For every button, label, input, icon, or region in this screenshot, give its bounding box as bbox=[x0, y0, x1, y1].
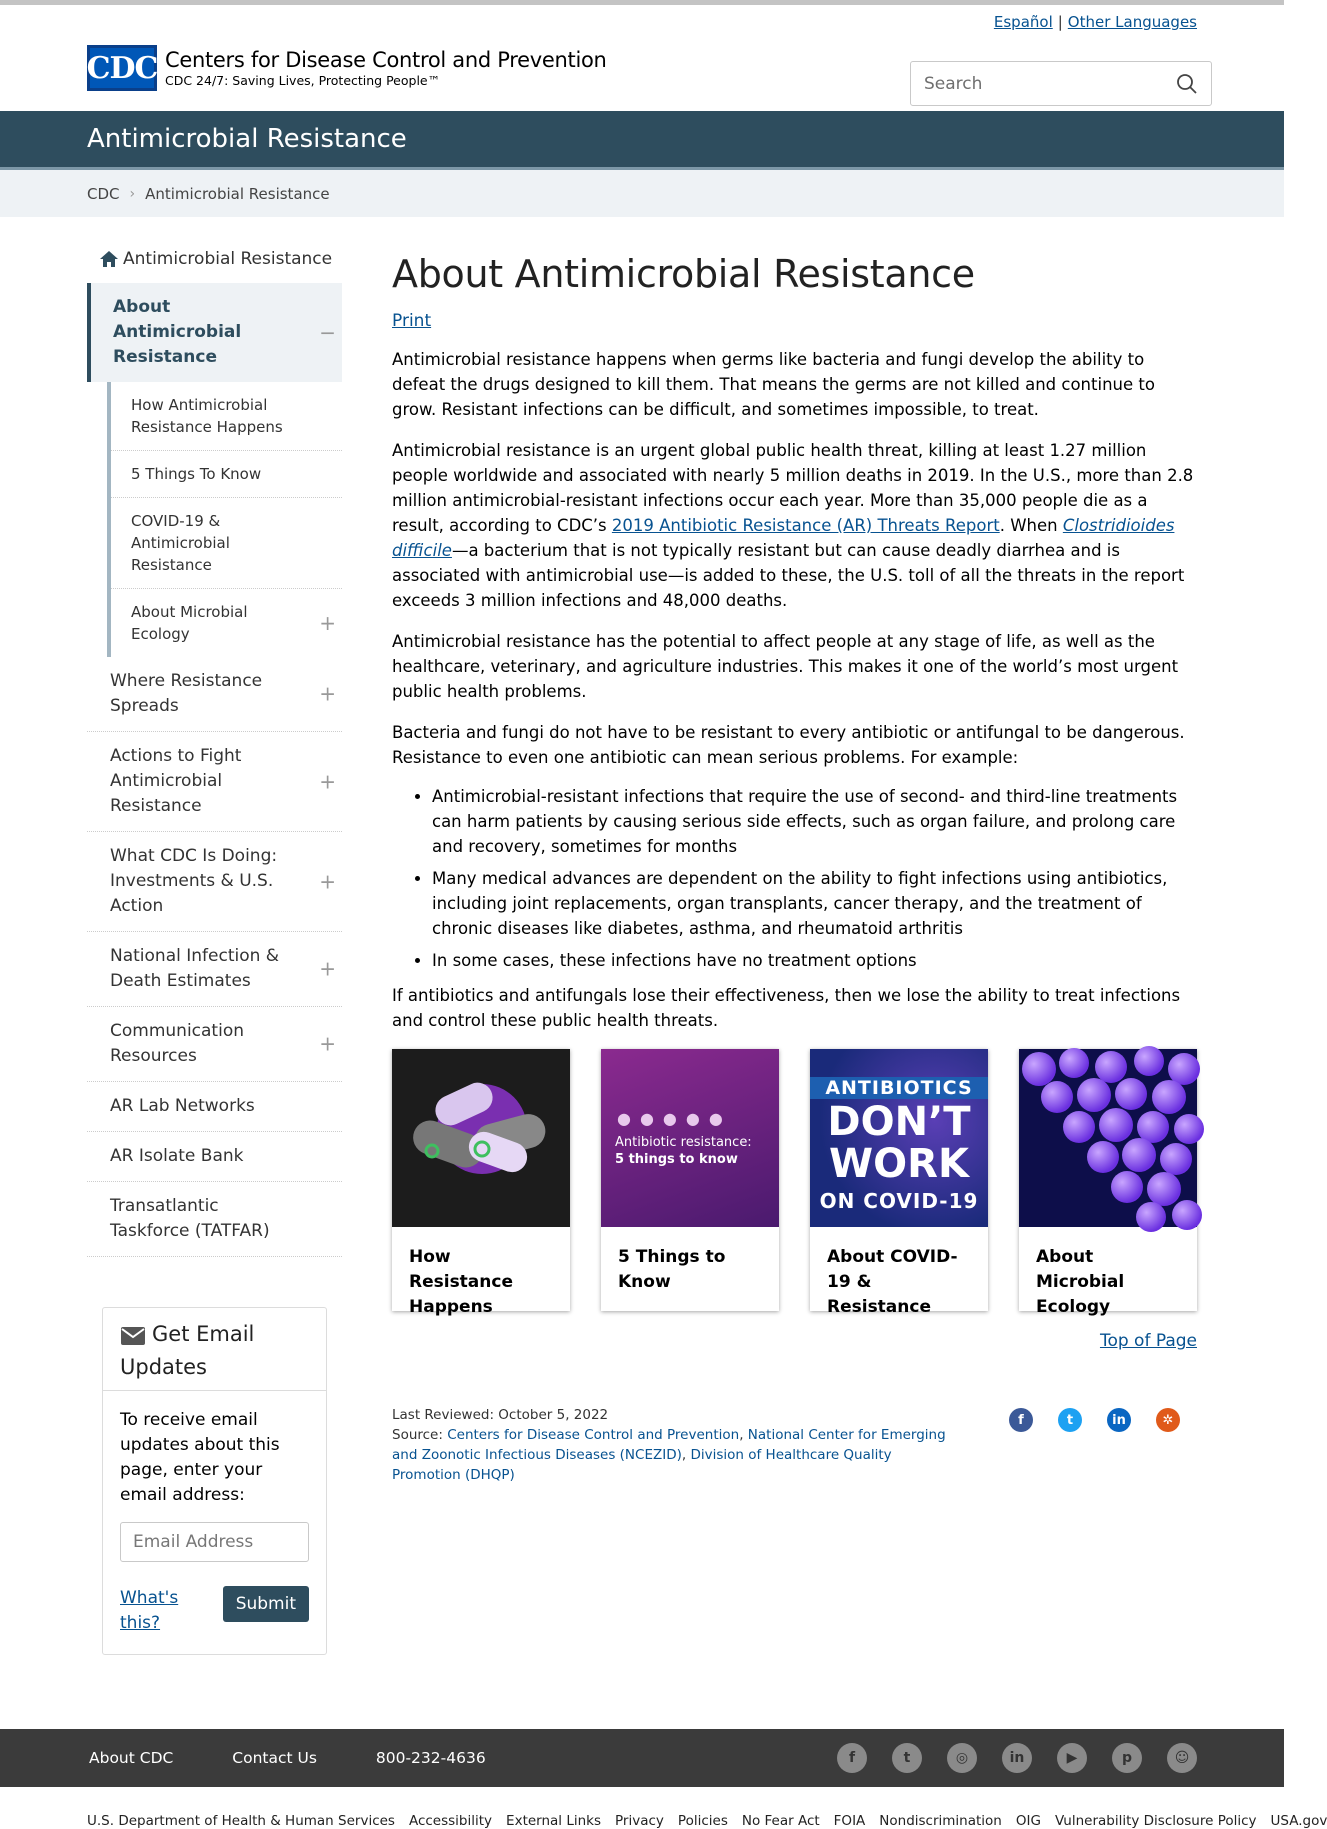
expand-icon[interactable]: + bbox=[319, 611, 336, 635]
sidebar-home[interactable] bbox=[87, 245, 342, 283]
sidebar-subitem-5-things[interactable] bbox=[111, 451, 342, 498]
subitem-label: COVID-19 & Antimicrobial Resistance bbox=[131, 512, 230, 574]
paragraph-2 bbox=[392, 438, 1197, 613]
sidebar-item-label: AR Lab Networks bbox=[110, 1096, 255, 1116]
card-caption: How Resistance Happens bbox=[409, 1247, 513, 1317]
card-image-antibiotics: ANTIBIOTICS bbox=[810, 1077, 988, 1099]
card-image-dont: DON’T bbox=[827, 1099, 971, 1145]
card-image-microbes bbox=[1019, 1049, 1197, 1227]
p2-text-b: . When bbox=[999, 516, 1063, 535]
sidebar-item-communication[interactable] bbox=[87, 1007, 342, 1082]
top-of-page-link[interactable]: Top of Page bbox=[1099, 1331, 1197, 1351]
email-description: To receive email updates about this page, enter your email address: bbox=[120, 1410, 280, 1505]
expand-icon[interactable]: + bbox=[319, 1031, 336, 1056]
search-icon[interactable] bbox=[1175, 72, 1199, 96]
submit-button[interactable]: Submit bbox=[223, 1586, 309, 1622]
bacteria-illustration-icon bbox=[392, 1049, 570, 1227]
email-title: Get Email Updates bbox=[120, 1322, 255, 1379]
breadcrumb-amr[interactable]: Antimicrobial Resistance bbox=[145, 184, 330, 203]
sidebar-subitem-covid[interactable] bbox=[111, 498, 342, 589]
sidebar-home-label: Antimicrobial Resistance bbox=[123, 249, 333, 269]
sidebar-item-actions[interactable] bbox=[87, 732, 342, 832]
sidebar-item-about-amr[interactable] bbox=[87, 283, 342, 382]
list-item: • Antimicrobial-resistant infections that require the use of second- and third-line treatments can harm patients by causing serious side effects, such as organ failure, and prolong care and recovery, sometimes for months bbox=[432, 784, 1197, 859]
sidebar-item-isolate-bank[interactable] bbox=[87, 1132, 342, 1182]
footer-link-accessibility[interactable]: Accessibility bbox=[408, 1813, 493, 1829]
paragraph-4: Bacteria and fungi do not have to be resistant to every antibiotic or antifungal to be dangerous. Resistance to even one antibiotic can mean serious problems. For example: bbox=[392, 723, 1185, 767]
paragraph-5: If antibiotics and antifungals lose their effectiveness, then we lose the ability to treat infections and control these public health threats. bbox=[392, 986, 1181, 1030]
main-content bbox=[392, 245, 1197, 1655]
card-5-things[interactable] bbox=[601, 1049, 779, 1311]
card-image-work: WORK bbox=[829, 1141, 969, 1187]
sidebar-subitem-how-resistance[interactable] bbox=[111, 382, 342, 451]
breadcrumb-cdc[interactable]: CDC bbox=[87, 184, 120, 203]
lang-spanish-link[interactable]: Español bbox=[993, 13, 1053, 31]
last-reviewed: Last Reviewed: October 5, 2022 bbox=[392, 1407, 609, 1423]
card-caption: 5 Things to Know bbox=[618, 1247, 726, 1292]
cdc-logo-mark: CDC bbox=[87, 45, 157, 91]
snapchat-icon[interactable]: ☺ bbox=[1167, 1743, 1197, 1773]
footer-link-external[interactable]: External Links bbox=[506, 1813, 602, 1829]
list-item: • In some cases, these infections have no treatment options bbox=[432, 948, 1197, 973]
logo-tagline: CDC 24/7: Saving Lives, Protecting People™ bbox=[165, 73, 441, 88]
card-image-on-covid: ON COVID-19 bbox=[819, 1189, 979, 1213]
footer-link-vdp[interactable]: Vulnerability Disclosure Policy bbox=[1054, 1813, 1257, 1829]
sidebar-nav bbox=[87, 245, 342, 1655]
footer-link-privacy[interactable]: Privacy bbox=[615, 1813, 664, 1829]
linkedin-icon[interactable]: in bbox=[1107, 1408, 1131, 1432]
social-share bbox=[1009, 1408, 1180, 1485]
card-image-bacteria bbox=[392, 1049, 570, 1227]
instagram-icon[interactable]: ◎ bbox=[947, 1743, 977, 1773]
sidebar-item-label: National Infection & Death Estimates bbox=[110, 946, 280, 991]
footer-link-nondiscrimination[interactable]: Nondiscrimination bbox=[879, 1813, 1002, 1829]
email-field[interactable] bbox=[120, 1522, 309, 1562]
expand-icon[interactable]: + bbox=[319, 869, 336, 893]
collapse-icon[interactable]: − bbox=[319, 320, 336, 344]
email-updates-header bbox=[103, 1308, 326, 1391]
lang-separator: | bbox=[1057, 13, 1063, 31]
card-caption: About COVID-19 & Resistance bbox=[827, 1247, 958, 1317]
site-banner[interactable]: Antimicrobial Resistance bbox=[0, 111, 1284, 170]
youtube-icon[interactable]: ▶ bbox=[1057, 1743, 1087, 1773]
source-line: Source: Centers for Disease Control and Prevention, National Center for Emerging and Zoonotic Infectious Diseases (NCEZID), Division of Healthcare Quality Promotion (DHQP) bbox=[392, 1427, 946, 1483]
card-icons-row: ●●●●● bbox=[617, 1109, 732, 1128]
source-cdc-link[interactable]: Centers for Disease Control and Prevention bbox=[447, 1427, 740, 1443]
syndicate-icon[interactable]: ✲ bbox=[1156, 1408, 1180, 1432]
sidebar-item-where-spreads[interactable] bbox=[87, 657, 342, 732]
sidebar-item-estimates[interactable] bbox=[87, 932, 342, 1007]
linkedin-icon[interactable]: in bbox=[1002, 1743, 1032, 1773]
footer-link-usagov[interactable]: USA.gov bbox=[1270, 1813, 1327, 1829]
footer-social bbox=[837, 1743, 1197, 1773]
sidebar-item-ar-lab[interactable] bbox=[87, 1082, 342, 1132]
pinterest-icon[interactable]: p bbox=[1112, 1743, 1142, 1773]
site-header bbox=[0, 5, 1284, 111]
card-caption: About Microbial Ecology bbox=[1036, 1247, 1125, 1317]
list-item: • Many medical advances are dependent on the ability to fight infections using antibiotics, including joint replacements, organ transplants, cancer therapy, and the treatment of chronic diseases like diabetes, asthma, and rheumatoid arthritis bbox=[432, 866, 1197, 941]
footer-link-foia[interactable]: FOIA bbox=[833, 1813, 866, 1829]
source-ncezid-link[interactable]: National Center for Emerging and Zoonotic Infectious Diseases (NCEZID) bbox=[392, 1427, 946, 1463]
cdiff-link[interactable]: Clostridioides difficile bbox=[392, 516, 1175, 560]
sub-footer-links bbox=[0, 1787, 1327, 1829]
sidebar-item-label: Where Resistance Spreads bbox=[110, 671, 263, 716]
subitem-label: About Microbial Ecology bbox=[131, 603, 248, 643]
p2-text-c: —a bacterium that is not typically resistant but can cause deadly diarrhea and is associated with antimicrobial use—is added to these, the U.S. toll of all the threats in the report exceeds 3 million infections and 48,000 deaths. bbox=[392, 541, 1185, 610]
expand-icon[interactable]: + bbox=[319, 956, 336, 981]
footer-link-policies[interactable]: Policies bbox=[677, 1813, 728, 1829]
breadcrumb bbox=[0, 170, 1284, 217]
card-microbial-ecology[interactable] bbox=[1019, 1049, 1197, 1317]
source-dhqp-link[interactable]: Division of Healthcare Quality Promotion (DHQP) bbox=[392, 1447, 892, 1483]
facebook-icon[interactable]: f bbox=[837, 1743, 867, 1773]
twitter-icon[interactable]: t bbox=[1058, 1408, 1082, 1432]
sidebar-item-cdc-doing[interactable] bbox=[87, 832, 342, 932]
sidebar-subitem-microbial-ecology[interactable] bbox=[111, 589, 342, 657]
envelope-icon bbox=[120, 1326, 146, 1346]
paragraph-3: Antimicrobial resistance has the potential to affect people at any stage of life, as well as the healthcare, veterinary, and agriculture industries. This makes it one of the world’s most urgent public health problems. bbox=[392, 632, 1179, 701]
language-links bbox=[994, 13, 1197, 31]
sidebar-item-label: Transatlantic Taskforce (TATFAR) bbox=[110, 1196, 270, 1241]
p2-text-a: Antimicrobial resistance is an urgent global public health threat, killing at least 1.27 million people worldwide and associated with nearly 5 million deaths in 2019. In the U.S., more than 2.8 million antimicrobial-resistant infections occur each year. More than 35,000 people die as a result, according to CDC’s bbox=[392, 441, 1194, 535]
footer-about-link[interactable]: About CDC bbox=[89, 1749, 174, 1767]
card-covid[interactable] bbox=[810, 1049, 988, 1317]
threats-report-link[interactable]: 2019 Antibiotic Resistance (AR) Threats Report bbox=[611, 516, 1000, 535]
microbes-illustration-icon bbox=[1019, 1049, 1197, 1227]
subitem-label: How Antimicrobial Resistance Happens bbox=[131, 396, 283, 436]
search-input[interactable] bbox=[911, 74, 1161, 94]
subitem-label: 5 Things To Know bbox=[131, 465, 262, 483]
sidebar-item-label: What CDC Is Doing: Investments & U.S. Action bbox=[110, 846, 278, 916]
sidebar-item-label: Communication Resources bbox=[110, 1021, 244, 1066]
expand-icon[interactable]: + bbox=[319, 769, 336, 793]
card-image-covid bbox=[810, 1049, 988, 1227]
sidebar-item-tatfar[interactable] bbox=[87, 1182, 342, 1257]
sidebar-active-label: About Antimicrobial Resistance bbox=[113, 297, 242, 367]
footer-link-oig[interactable]: OIG bbox=[1015, 1813, 1041, 1829]
card-image-5-things bbox=[601, 1049, 779, 1227]
page-title: About Antimicrobial Resistance bbox=[392, 252, 975, 296]
search-box bbox=[910, 61, 1212, 106]
card-image-line1: Antibiotic resistance: bbox=[615, 1135, 752, 1150]
sidebar-item-label: AR Isolate Bank bbox=[110, 1146, 244, 1166]
source-label: Source: bbox=[392, 1427, 448, 1443]
card-how-resistance[interactable] bbox=[392, 1049, 570, 1317]
sidebar-item-label: Actions to Fight Antimicrobial Resistance bbox=[110, 746, 242, 816]
twitter-icon[interactable]: t bbox=[892, 1743, 922, 1773]
facebook-icon[interactable]: f bbox=[1009, 1408, 1033, 1432]
cdc-logo[interactable] bbox=[87, 45, 607, 91]
card-image-line2: 5 things to know bbox=[615, 1152, 738, 1167]
whats-this-link[interactable]: What's this? bbox=[120, 1588, 179, 1633]
logo-title: Centers for Disease Control and Prevention bbox=[165, 48, 607, 72]
print-link[interactable]: Print bbox=[392, 311, 432, 331]
footer-link-no-fear[interactable]: No Fear Act bbox=[741, 1813, 820, 1829]
examples-list bbox=[432, 784, 1197, 973]
lang-other-link[interactable]: Other Languages bbox=[1067, 13, 1197, 31]
chevron-right-icon: › bbox=[129, 185, 136, 202]
footer-link-hhs[interactable]: U.S. Department of Health & Human Services bbox=[87, 1813, 395, 1829]
page-meta bbox=[392, 1405, 1197, 1485]
card-row bbox=[392, 1049, 1197, 1317]
email-updates-box bbox=[102, 1307, 327, 1655]
footer-contact-link[interactable]: Contact Us bbox=[232, 1749, 317, 1767]
footer-phone[interactable]: 800-232-4636 bbox=[375, 1749, 486, 1767]
home-icon bbox=[99, 250, 119, 268]
sidebar-subnav bbox=[107, 382, 342, 657]
paragraph-1: Antimicrobial resistance happens when germs like bacteria and fungi develop the ability to defeat the drugs designed to kill them. That means the germs are not killed and continue to grow. Resistant infections can be difficult, and sometimes impossible, to treat. bbox=[392, 350, 1155, 419]
expand-icon[interactable]: + bbox=[319, 681, 336, 706]
site-footer bbox=[0, 1729, 1284, 1787]
